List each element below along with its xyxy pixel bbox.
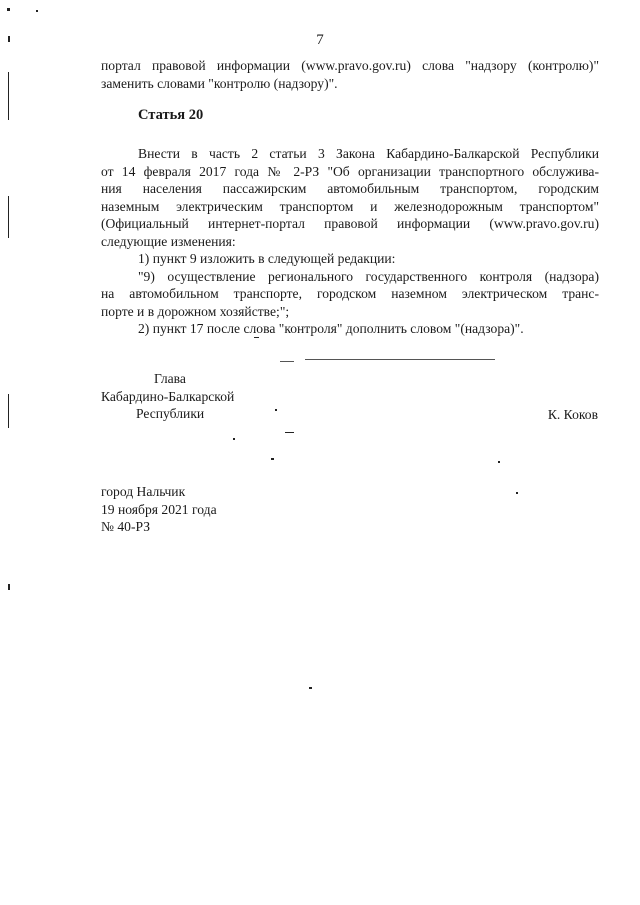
body-line: 2) пункт 17 после слова "контроля" дополнить словом "(надзора)". <box>138 321 524 336</box>
scan-margin-line <box>8 72 9 120</box>
body-line: следующие изменения: <box>101 233 236 249</box>
body-line: "9) осуществление регионального государственного контроля (надзора) <box>138 268 599 284</box>
scan-speck <box>233 438 235 440</box>
scan-speck <box>516 492 518 494</box>
scan-speck <box>8 584 10 590</box>
scan-speck <box>7 8 10 11</box>
signatory-name: К. Коков <box>547 407 598 422</box>
body-line: на автомобильном транспорте, городском наземном электрическом транс- <box>101 286 599 301</box>
document-footer <box>101 483 217 536</box>
scan-speck <box>254 337 259 338</box>
footer-date: 19 ноября 2021 года <box>101 501 217 517</box>
body-line: (Официальный интернет-портал правовой информации (www.pravo.gov.ru) <box>101 216 599 231</box>
scan-margin-line <box>8 196 9 238</box>
intro-text <box>101 57 599 92</box>
article-body <box>101 145 599 338</box>
scan-speck <box>271 458 274 460</box>
scan-speck <box>8 36 10 42</box>
body-line: от 14 февраля 2017 года № 2-РЗ "Об организации транспортного обслужива- <box>101 163 599 179</box>
separator-line <box>305 359 495 360</box>
page-number: 7 <box>316 32 324 48</box>
scan-speck <box>36 10 38 12</box>
signature-title-line: Кабардино-Балкарской <box>101 388 235 404</box>
body-line: наземным электрическим транспортом и железнодорожным транспортом" <box>101 198 599 214</box>
scan-speck <box>309 687 312 689</box>
footer-number: № 40-РЗ <box>101 519 151 534</box>
body-line: Внести в часть 2 статьи 3 Закона Кабардино-Балкарской Республики <box>138 146 599 161</box>
body-line: ния населения пассажирским автомобильным транспортом, городским <box>101 181 599 196</box>
signature-title-line: Глава <box>154 371 186 386</box>
body-line: порте и в дорожном хозяйстве;"; <box>101 303 290 319</box>
footer-city: город Нальчик <box>101 484 186 499</box>
separator-mark <box>280 361 294 362</box>
intro-line: заменить словами "контролю (надзору)". <box>101 75 338 91</box>
body-line: 1) пункт 9 изложить в следующей редакции: <box>138 251 396 266</box>
signature-title-line: Республики <box>136 406 205 421</box>
scan-speck <box>498 461 500 463</box>
scan-margin-line <box>8 394 9 428</box>
scan-speck <box>275 409 277 411</box>
scan-speck <box>285 432 294 433</box>
article-title: Статья 20 <box>138 107 204 123</box>
intro-line: портал правовой информации (www.pravo.gov.ru) слова "надзору (контролю)" <box>101 58 599 73</box>
signature-title <box>101 370 234 423</box>
